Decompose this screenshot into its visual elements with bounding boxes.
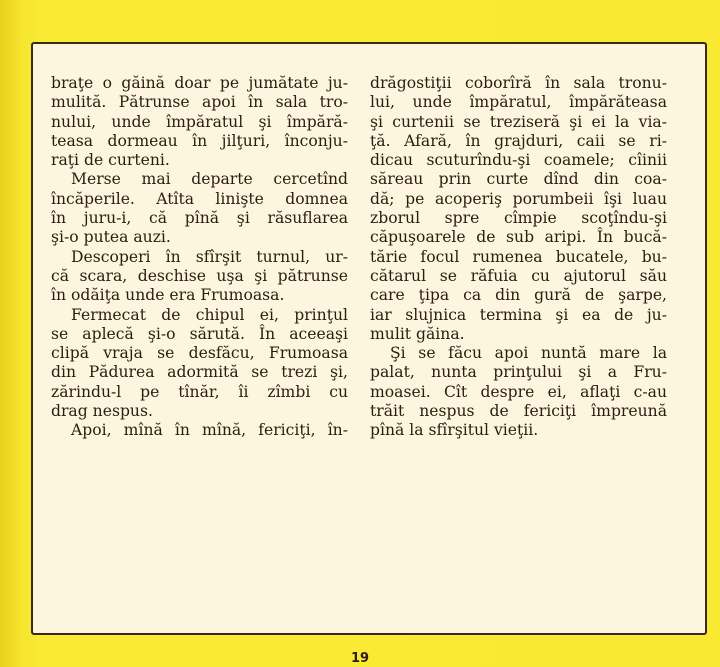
text-line: Fermecat de chipul ei, prinţul <box>71 305 348 324</box>
text-line: raţi de curteni. <box>51 151 170 170</box>
left-text-column <box>51 74 348 441</box>
text-panel <box>31 42 707 635</box>
text-line: palat, nunta prinţului şi a Fru- <box>370 363 667 382</box>
page-number: 19 <box>350 651 370 666</box>
text-line: Apoi, mînă în mînă, fericiţi, în- <box>71 421 348 440</box>
text-line: mulită. Pătrunse apoi în sala tro- <box>51 93 348 112</box>
text-line: zborul spre cîmpie scoţîndu-şi <box>370 209 667 228</box>
text-line: Descoperi în sfîrşit turnul, ur- <box>71 247 348 266</box>
text-line: drăgostiţii coborîră în sala tronu- <box>370 74 667 92</box>
text-line: care ţipa ca din gură de şarpe, <box>370 286 667 305</box>
text-line: mulit găina. <box>370 324 465 343</box>
text-line: clipă vraja se desfăcu, Frumoasa <box>51 344 348 363</box>
text-line: trăit nespus de fericiţi împreună <box>370 402 667 421</box>
text-line: şi-o putea auzi. <box>51 228 171 247</box>
text-line: şi curtenii se treziseră şi ei la via- <box>370 112 667 131</box>
text-line: că scara, deschise uşa şi pătrunse <box>51 266 348 285</box>
text-line: moasei. Cît despre ei, aflaţi c-au <box>370 382 667 401</box>
text-line: drag nespus. <box>51 402 153 421</box>
text-line: în odăiţa unde era Frumoasa. <box>51 286 285 305</box>
text-line: în juru-i, că pînă şi răsuflarea <box>51 209 348 228</box>
text-line: Merse mai departe cercetînd <box>71 170 348 189</box>
right-text-column <box>370 74 667 441</box>
text-line: cătarul se răfuia cu ajutorul său <box>370 266 667 285</box>
text-line: din Pădurea adormită se trezi şi, <box>51 363 348 382</box>
text-line: braţe o găină doar pe jumătate ju- <box>51 74 348 92</box>
text-line: se aplecă şi-o sărută. În aceeaşi <box>51 324 348 343</box>
text-line: căpuşoarele de sub aripi. În bucă- <box>370 228 667 247</box>
text-line: săreau prin curte dînd din coa- <box>370 170 667 189</box>
text-line: dicau scuturîndu-şi coamele; cîinii <box>370 151 667 170</box>
text-line: zărindu-l pe tînăr, îi zîmbi cu <box>51 382 348 401</box>
text-line: teasa dormeau în jilţuri, înconju- <box>51 131 348 150</box>
text-line: tărie focul rumenea bucatele, bu- <box>370 247 667 266</box>
text-line: ţă. Afară, în grajduri, caii se ri- <box>370 131 667 150</box>
text-line: nului, unde împăratul şi împără- <box>51 112 348 131</box>
text-line: pînă la sfîrşitul vieţii. <box>370 421 539 440</box>
text-line: lui, unde împăratul, împărăteasa <box>370 93 667 112</box>
text-line: încăperile. Atîta linişte domnea <box>51 189 348 208</box>
text-line: Şi se făcu apoi nuntă mare la <box>390 344 667 363</box>
text-line: dă; pe acoperiş porumbeii îşi luau <box>370 189 667 208</box>
text-line: iar slujnica termina şi ea de ju- <box>370 305 667 324</box>
